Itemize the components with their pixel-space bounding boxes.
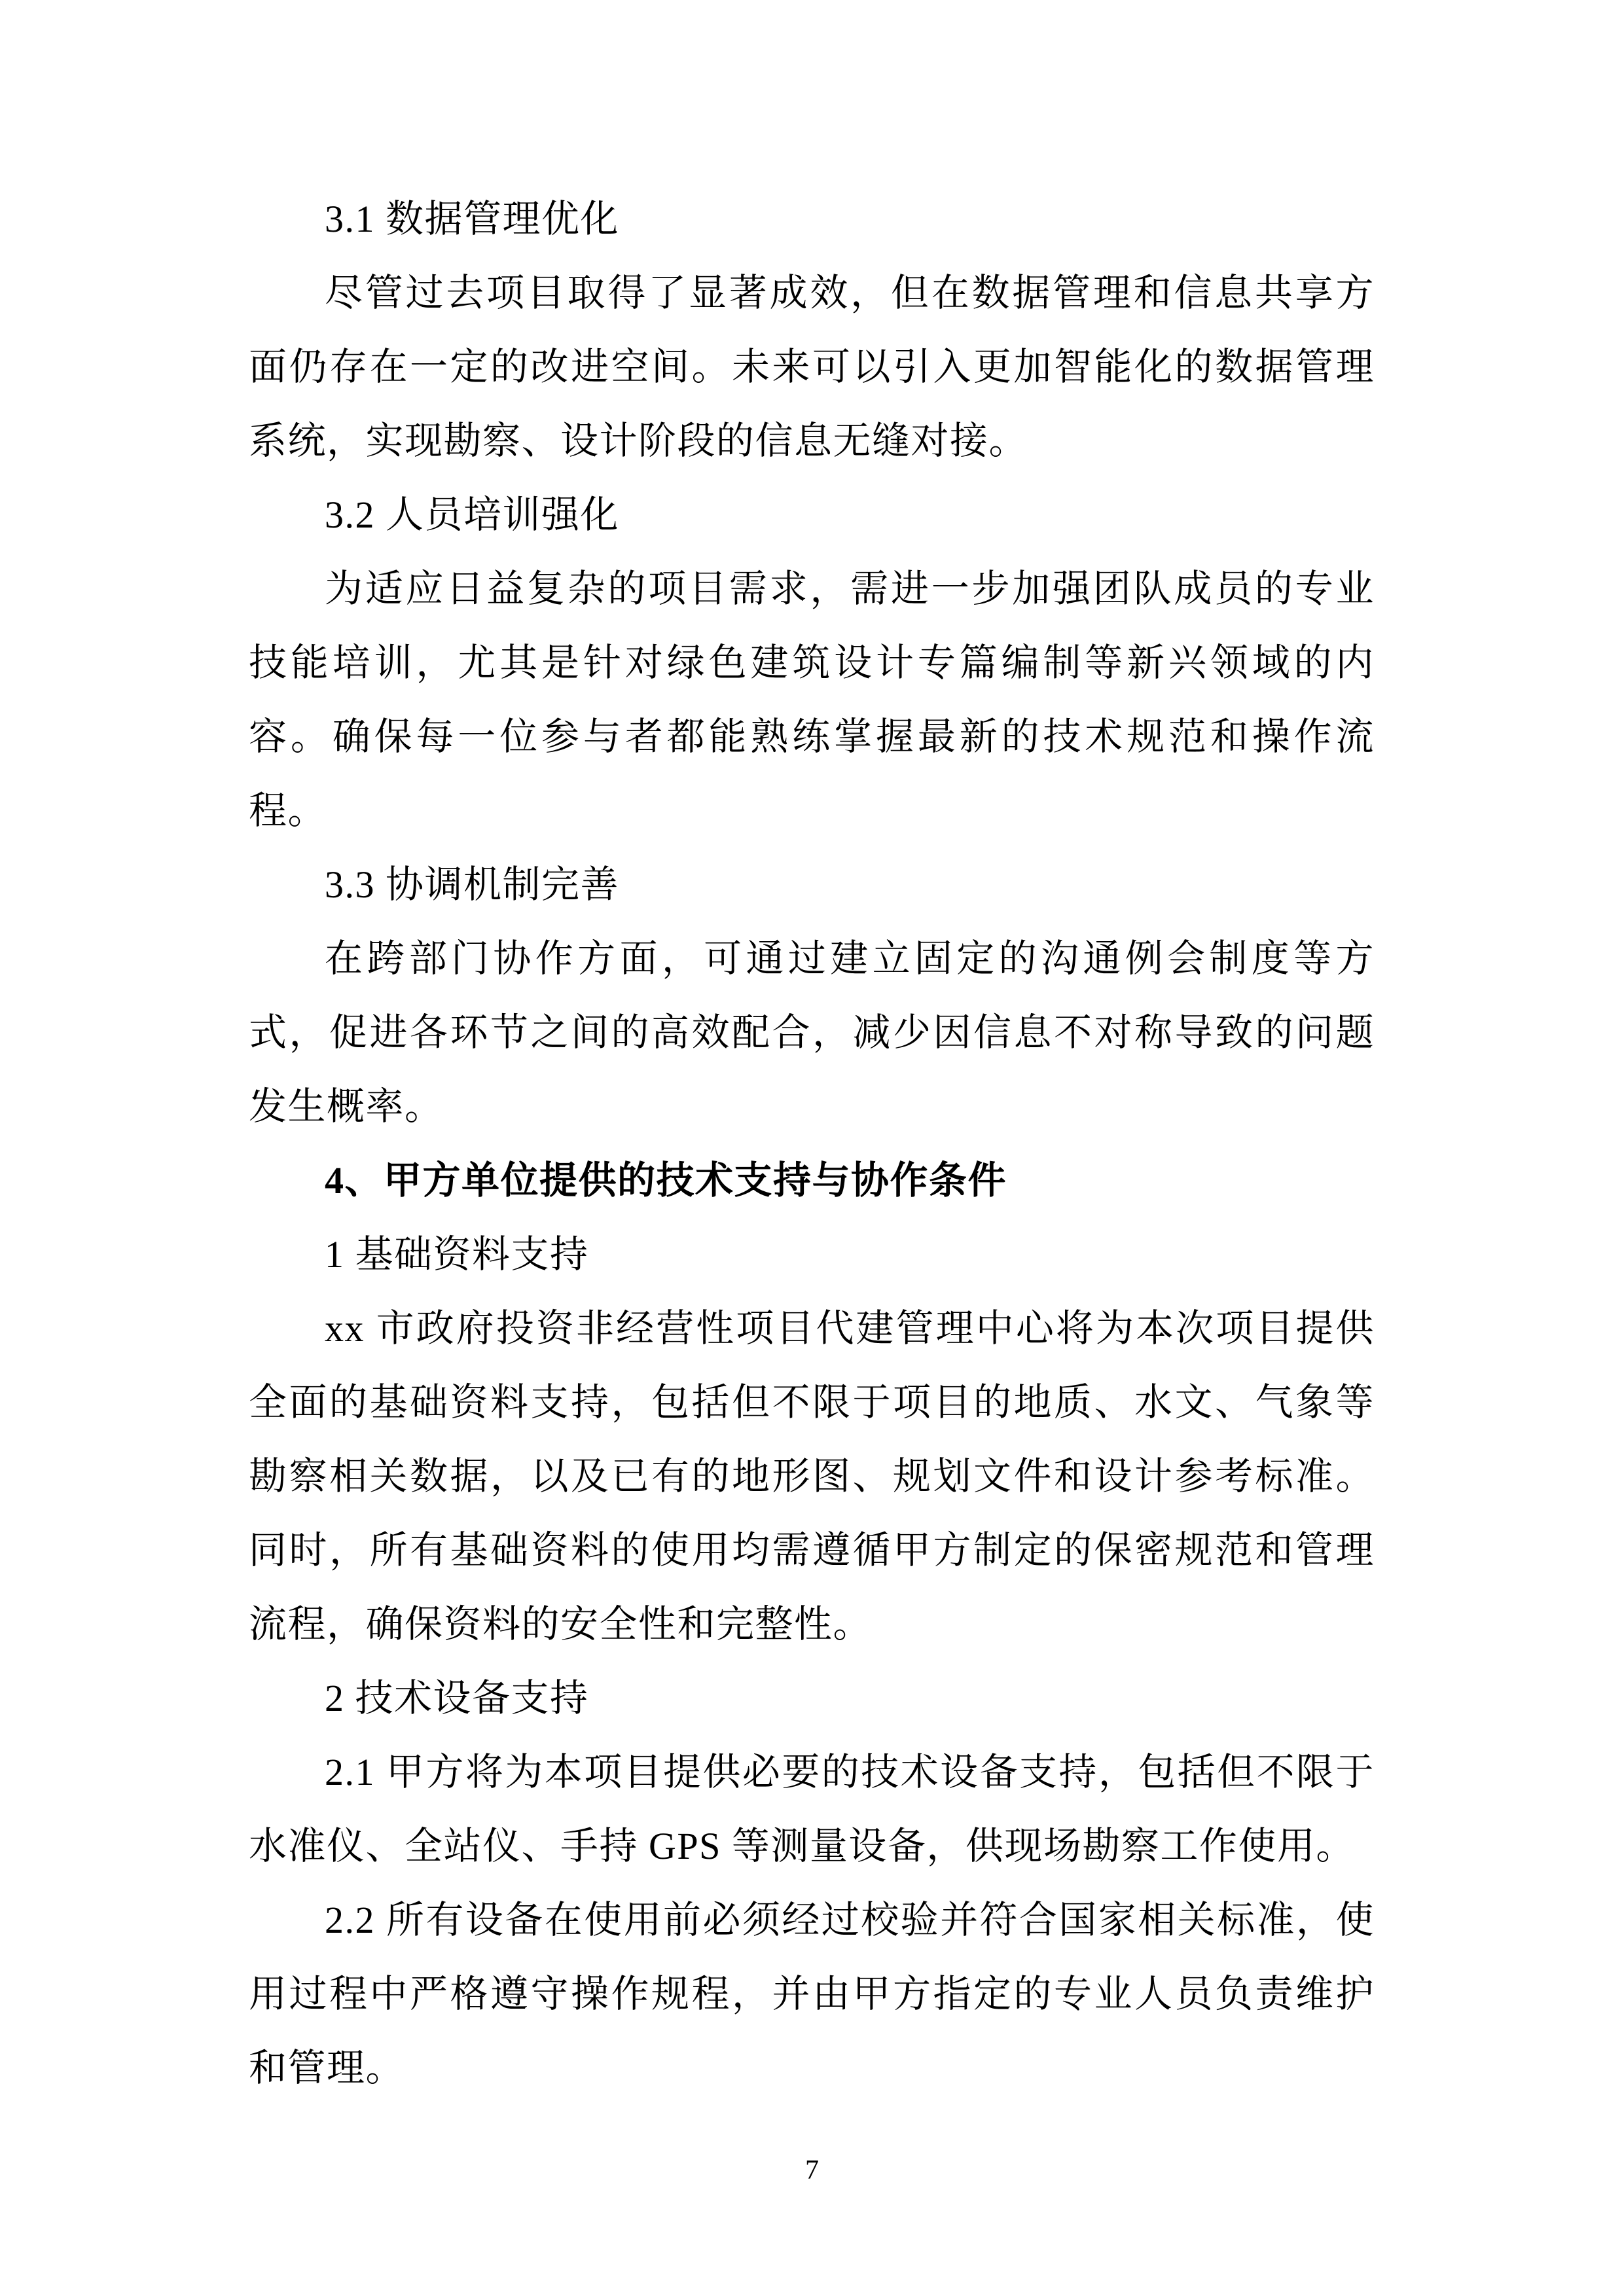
page-number: 7 [805, 2155, 819, 2185]
body-paragraph: 2.1 甲方将为本项目提供必要的技术设备支持，包括但不限于水准仪、全站仪、手持 GPS 等测量设备，供现场勘察工作使用。 [249, 1751, 1375, 1867]
subsection-heading: 3.3 协调机制完善 [325, 863, 620, 906]
subsection-heading: 1 基础资料支持 [325, 1233, 589, 1276]
body-paragraph: xx 市政府投资非经营性项目代建管理中心将为本次项目提供全面的基础资料支持，包括但不限于项目的地质、水文、气象等勘察相关数据，以及已有的地形图、规划文件和设计参考标准。同时，所有基础资料的使用均需遵循甲方制定的保密规范和管理流程，确保资料的安全性和完整性。 [249, 1307, 1375, 1645]
document-body [249, 182, 1375, 2105]
body-paragraph: 尽管过去项目取得了显著成效，但在数据管理和信息共享方面仍存在一定的改进空间。未来可以引入更加智能化的数据管理系统，实现勘察、设计阶段的信息无缝对接。 [249, 272, 1375, 462]
section-heading: 4、甲方单位提供的技术支持与协作条件 [325, 1159, 1007, 1202]
body-paragraph: 在跨部门协作方面，可通过建立固定的沟通例会制度等方式，促进各环节之间的高效配合，减少因信息不对称导致的问题发生概率。 [249, 937, 1375, 1128]
body-paragraph: 2.2 所有设备在使用前必须经过校验并符合国家相关标准，使用过程中严格遵守操作规程，并由甲方指定的专业人员负责维护和管理。 [249, 1899, 1375, 2089]
body-paragraph: 为适应日益复杂的项目需求，需进一步加强团队成员的专业技能培训，尤其是针对绿色建筑设计专篇编制等新兴领域的内容。确保每一位参与者都能熟练掌握最新的技术规范和操作流程。 [249, 567, 1375, 832]
subsection-heading: 3.2 人员培训强化 [325, 493, 620, 536]
subsection-heading: 2 技术设备支持 [325, 1677, 589, 1719]
subsection-heading: 3.1 数据管理优化 [325, 198, 620, 240]
